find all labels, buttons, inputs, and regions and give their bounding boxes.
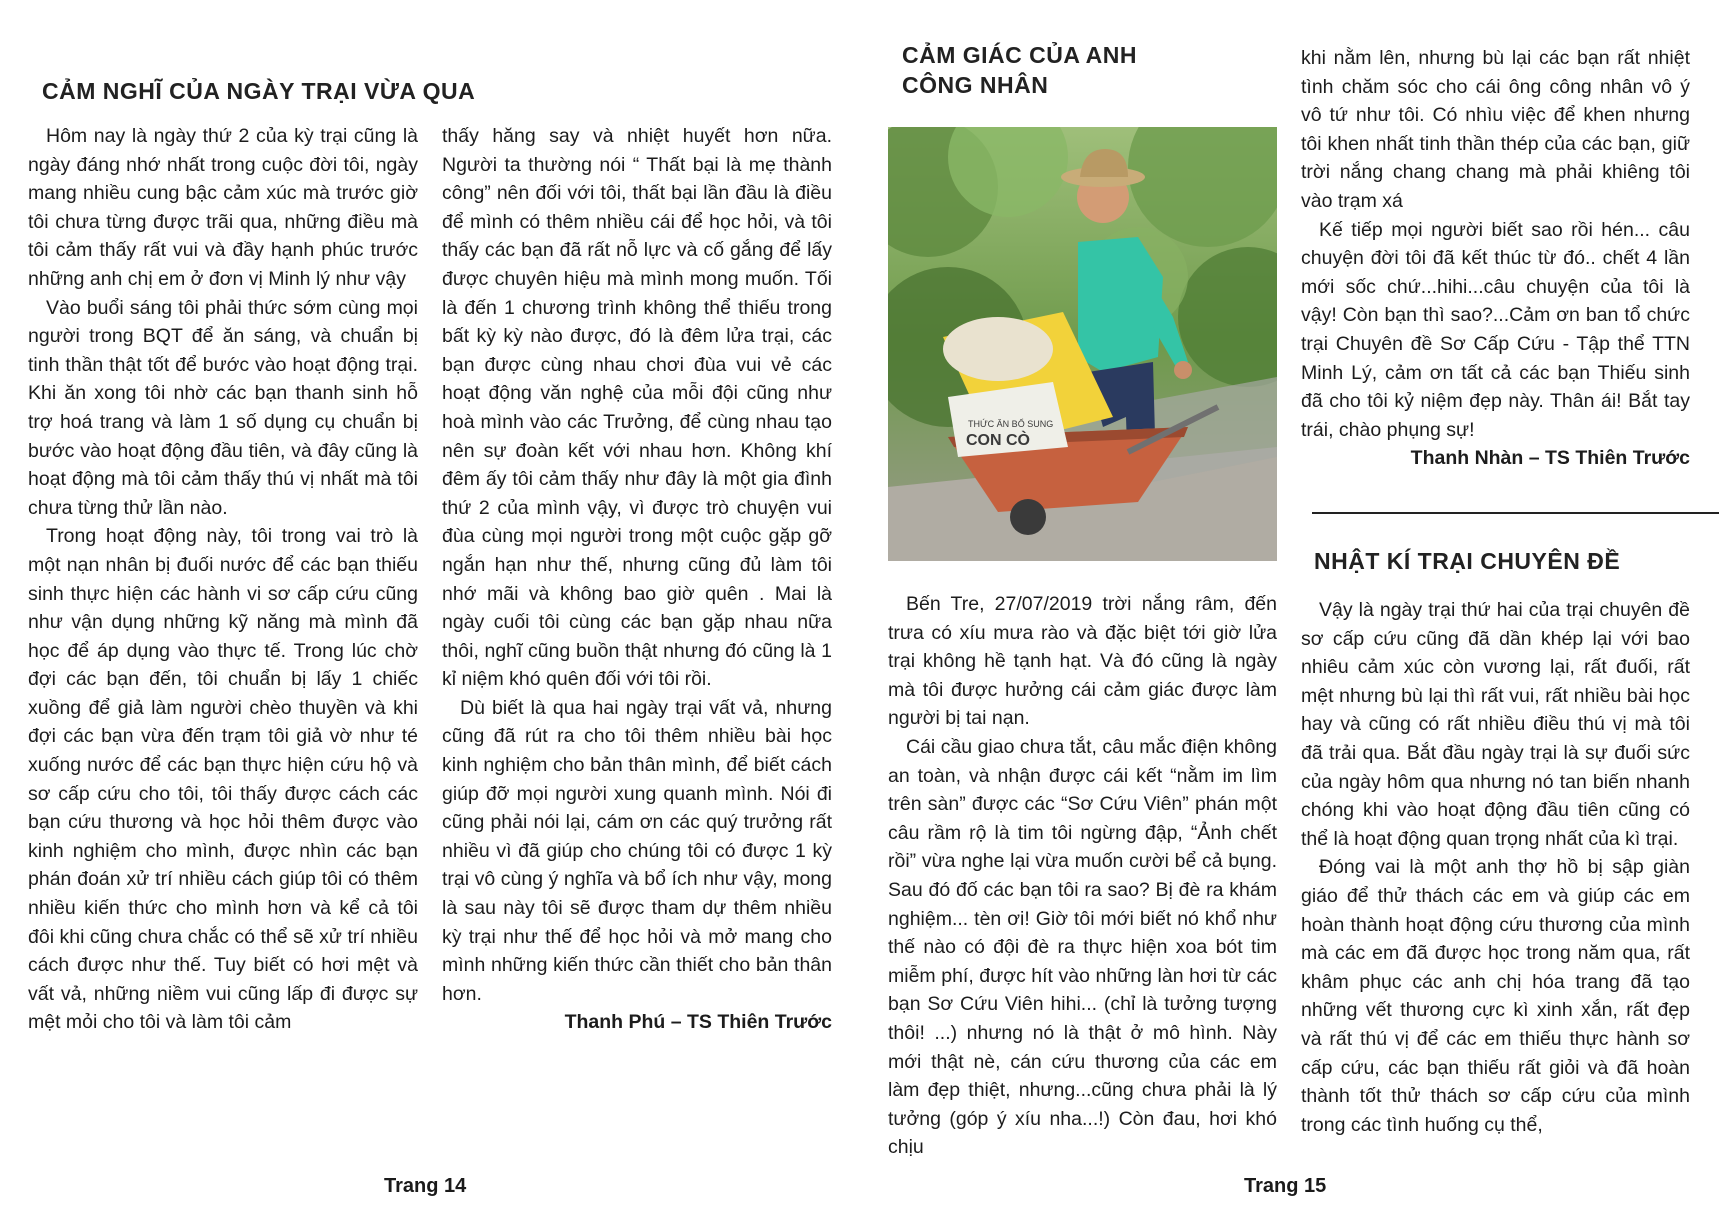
title-line-1: CẢM GIÁC CỦA ANH	[902, 42, 1138, 68]
paragraph: Đóng vai là một anh thợ hồ bị sập giàn giáo để thử thách các em và giúp các em hoàn thành hoạt động cứu thương của mình mà các em đã được học trong năm qua, rất khâm phục các anh chị hóa trang đã tạo những vết thương cực kì xinh xắn, rất đẹp và rất thú vị để các em thiếu thực hành sơ cấp cứu, các bạn thiếu rất giỏi và đã hoàn thành tốt thử thách sơ cấp cứu của mình trong các tình huống cụ thể,	[1301, 856, 1690, 1136]
paragraph: Kế tiếp mọi người biết sao rồi hén... câu chuyện đời tôi đã kết thúc từ đó.. chết 4 lần mới sốc chứ...hihi...câu chuyện của tôi là vậy! Còn bạn thì sao?...Cảm ơn ban tổ chức trại Chuyên đề Sơ Cấp Cứu - Tập thể TTN Minh Lý, cảm ơn tất cả các bạn Thiếu sinh đã cho tôi kỷ niệm đẹp này. Thân ái! Bắt tay trái, chào phụng sự!	[1301, 218, 1690, 441]
paragraph: Trong hoạt động này, tôi trong vai trò là một nạn nhân bị đuối nước để các bạn thiếu sinh thực hiện các hành vi sơ cấp cứu cũng như vận dụng những kỹ năng mà mình đã học để áp dụng vào thực tế. Trong lúc chờ đợi các bạn đến, tôi chuẩn bị lấy 1 chiếc xuồng để giả làm người chèo thuyền và khi đợi các bạn vừa đến trạm tôi giả vờ như té xuống nước để các bạn thực hiện cứu hộ và sơ cấp cứu cho tôi, tôi thấy được cách các bạn cứu thương và học hỏi thêm được vào kinh nghiệm cho mình, được nhìn các bạn phán đoán xử trí nhiều cách giúp tôi có thêm nhiều kiến thức cho mình hơn và kể cả tôi đôi khi cũng chưa chắc có thể sẽ xử trí nhiều cách được như thế. Tuy biết có hơi mệt và vất vả, những niềm vui cũng lấp đi được sự mệt mỏi cho tôi và làm tôi cảm	[28, 525, 418, 1034]
paragraph: Dù biết là qua hai ngày trại vất vả, nhưng cũng đã rút ra cho tôi thêm nhiều bài học kinh nghiệm cho bản thân mình, để biết cách giúp đỡ mọi người xung quanh mình. Nói đi cũng phải nói lại, cám ơn các quý trưởng rất nhiều vì đã giúp cho chúng tôi có được 1 kỳ trại vô cùng ý nghĩa và bổ ích như vậy, mong là sau này tôi sẽ được tham dự thêm nhiều kỳ trại như thế để học hỏi và mở mang cho mình những kiến thức cần thiết cho bản thân hơn.	[442, 696, 832, 1005]
paragraph: Bến Tre, 27/07/2019 trời nắng râm, đến trưa có xíu mưa rào và đặc biệt tới giờ lửa trại không hề tạnh hạt. Và đó cũng là ngày mà tôi được hưởng cái cảm giác được làm người bị tai nạn.	[888, 593, 1277, 730]
paragraph: Vào buổi sáng tôi phải thức sớm cùng mọi người trong BQT để ăn sáng, và chuẩn bị tinh thần thật tốt để bước vào hoạt động trại. Khi ăn xong tôi nhờ các bạn thanh sinh hỗ trợ hoá trang và làm 1 số dụng cụ chuẩn bị bước vào hoạt động đầu tiên, và đây cũng là hoạt động mà tôi cảm thấy thú vị nhất mà tôi chưa từng thử lần nào.	[28, 296, 418, 519]
author-signature: Thanh Nhàn – TS Thiên Trước	[1410, 447, 1690, 470]
paragraph: Cái cầu giao chưa tắt, câu mắc điện không an toàn, và nhận được cái kết “nằm im lìm trên sàn” được các “Sơ Cứu Viên” phán một câu rầm rộ là tim tôi ngừng đập, “Ảnh chết rồi” vừa nghe lại vừa muốn cười bể cả bụng. Sau đó đố các bạn tôi ra sao? Bị đè ra khám nghiệm... tèn ơi! Giờ tôi mới biết nó khổ như thế nào có đội đè ra thực hiện xoa bót tim miễm phí, được hít vào những làn hơi từ các bạn Sơ Cứu Viên hihi... (chỉ là tưởng tượng thôi! ...) nhưng nó là thật ở mô hình. Này mới thật nè, cán cứu thương của các em làm đẹp thiệt, nhưng...cũng chưa phải là lý tưởng (góp ý xíu nha...!) Còn đau, hơi khó chịu	[888, 735, 1277, 1159]
article-title-cam-nghi: CẢM NGHĨ CỦA NGÀY TRẠI VỪA QUA	[42, 78, 476, 104]
section-divider	[1312, 512, 1719, 514]
article-column-1	[28, 122, 418, 1037]
worker-photo	[888, 127, 1277, 561]
author-signature: Thanh Phú – TS Thiên Trước	[564, 1011, 832, 1034]
article-column-2	[442, 122, 832, 1036]
paragraph: khi nằm lên, nhưng bù lại các bạn rất nhiệt tình chăm sóc cho cái ông công nhân vô ý vô tứ như tôi. Có nhìu việc để khen nhưng tôi khen nhất tinh thần thép của các bạn, giữ trời nắng chang chang mà phải khiêng tôi vào trạm xá	[1301, 47, 1690, 212]
paragraph: Hôm nay là ngày thứ 2 của kỳ trại cũng là ngày đáng nhớ nhất trong cuộc đời tôi, ngày mang nhiều cung bậc cảm xúc mà trước giờ tôi chưa từng được trãi qua, những điều mà tôi cảm thấy rất vui và đầy hạnh phúc trước những anh chị em ở đơn vị Minh lý như vậy	[28, 125, 418, 290]
page-number: Trang 15	[1244, 1175, 1327, 1197]
article-title-cam-giac	[902, 40, 1137, 100]
article-column-5	[1301, 596, 1690, 1139]
paragraph: thấy hăng say và nhiệt huyết hơn nữa. Người ta thường nói “ Thất bại là mẹ thành công” nên đối với tôi, thất bại lần đầu là điều để mình có thêm nhiều cái để học hỏi, và tôi thấy các bạn đã rất nỗ lực và cố gắng để lấy được chuyên hiệu mà mình mong muốn. Tối là đến 1 chương trình không thể thiếu trong bất kỳ kỳ nào được, đó là đêm lửa trại, các bạn được cùng nhau chơi đùa vui vẻ các hoạt động văn nghệ của mỗi đội cũng như hoà mình vào các Trưởng, để cùng nhau tạo nên sự đoàn kết với nhau hơn. Không khí đêm ấy tôi cảm thấy như đây là một gia đình thứ 2 của mình vậy, vì được trò chuyện vui đùa cùng mọi người trong một cuộc gặp gỡ ngắn hạn như thế, nhưng cũng đủ làm tôi nhớ mãi và không bao giờ quên . Mai là ngày cuối tôi cùng các bạn gặp nhau nữa thôi, nghĩ cũng buồn thật nhưng đó cũng là 1 kỉ niệm khó quên đối với tôi rồi.	[442, 125, 832, 691]
sack-text-large: CON CÒ	[966, 432, 1030, 449]
title-line-2: CÔNG NHÂN	[902, 72, 1049, 98]
article-title-nhat-ki: NHẬT KÍ TRẠI CHUYÊN ĐỀ	[1314, 548, 1621, 574]
sack-text-small: THỨC ĂN BỔ SUNG	[968, 419, 1054, 429]
page-number: Trang 14	[384, 1175, 467, 1197]
paragraph: Vậy là ngày trại thứ hai của trại chuyên đề sơ cấp cứu cũng đã dần khép lại với bao nhiêu cảm xúc còn vương lại, rất đuối, rất mệt nhưng bù lại thì rất vui, rất nhiều bài học hay và cũng có rất nhiều điều thú vị mà tôi đã trải qua. Bắt đầu ngày trại là sự đuối sức của ngày hôm qua nhưng nó tan biến nhanh chóng khi vào hoạt động đầu tiên cũng có thể là hoạt động quan trọng nhất của kì trại.	[1301, 599, 1690, 850]
article-column-4	[1301, 44, 1690, 472]
article-column-3	[888, 590, 1277, 1162]
